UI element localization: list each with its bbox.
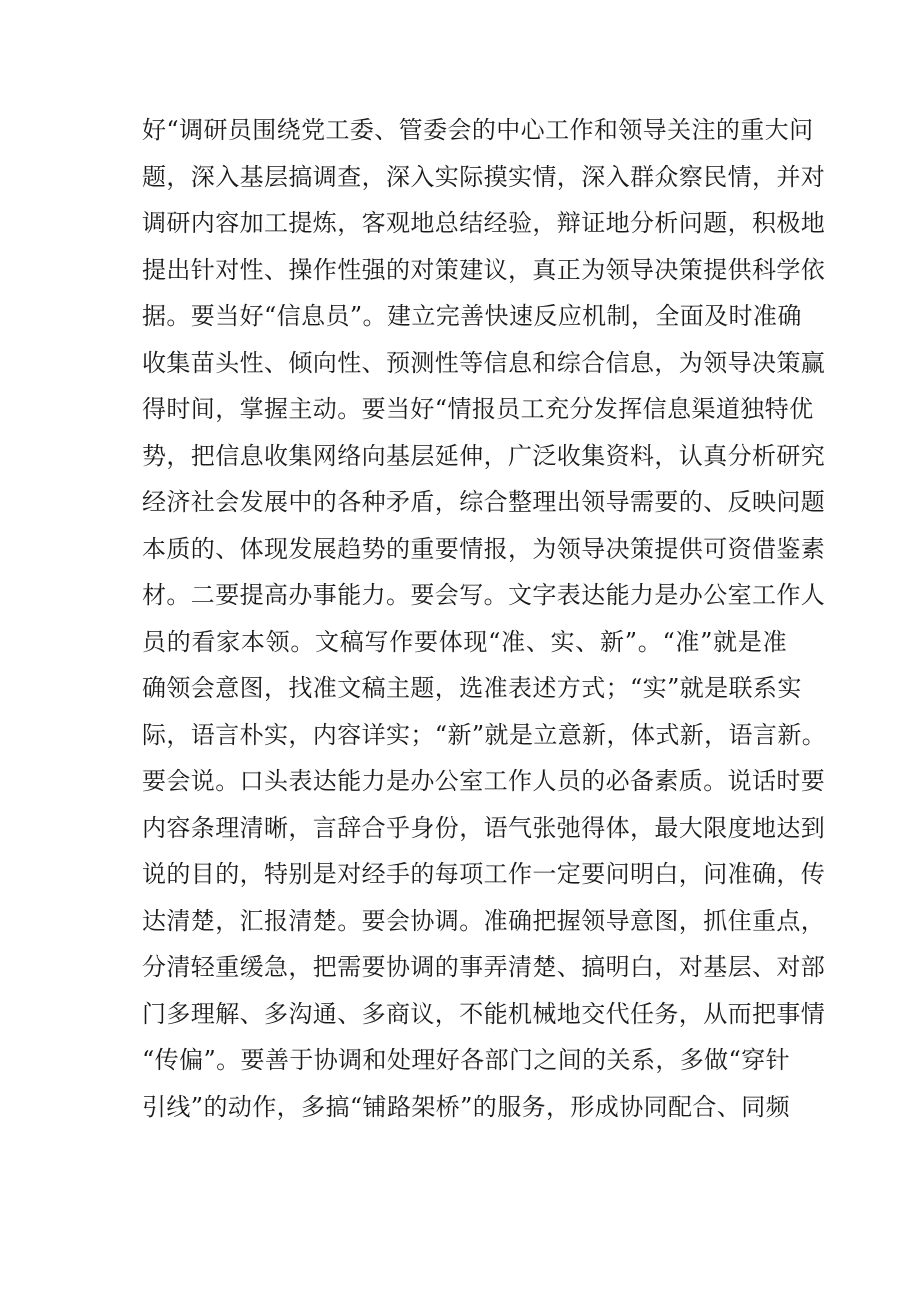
text-line: 内容条理清晰，言辞合乎身份，语气张弛得体，最大限度地达到 [142, 813, 826, 842]
text-line: 提出针对性、操作性强的对策建议，真正为领导决策提供科学依 [142, 255, 826, 284]
body-paragraph [142, 107, 827, 1130]
text-line: 分清轻重缓急，把需要协调的事弄清楚、搞明白，对基层、对部 [142, 953, 826, 981]
text-line: 好“调研员围绕党工委、管委会的中心工作和领导关注的重大问 [142, 116, 814, 144]
text-line: 说的目的，特别是对经手的每项工作一定要问明白，问准确，传 [142, 860, 826, 888]
text-line: 本质的、体现发展趋势的重要情报，为领导决策提供可资借鉴素 [142, 534, 826, 563]
text-line: 际，语言朴实，内容详实；“新”就是立意新，体式新，语言新。 [142, 720, 827, 749]
text-line: 达清楚，汇报清楚。要会协调。准确把握领导意图，抓住重点， [142, 906, 826, 935]
text-line: 调研内容加工提炼，客观地总结经验，辩证地分析问题，积极地 [142, 209, 826, 237]
text-line: 收集苗头性、倾向性、预测性等信息和综合信息，为领导决策赢 [142, 348, 826, 377]
text-line: 材。二要提高办事能力。要会写。文字表达能力是办公室工作人 [142, 581, 826, 609]
text-line: 得时间，掌握主动。要当好“情报员工充分发挥信息渠道独特优 [142, 395, 814, 423]
text-line: 要会说。口头表达能力是办公室工作人员的必备素质。说话时要 [142, 767, 826, 795]
text-line: 据。要当好“信息员”。建立完善快速反应机制，全面及时准确 [142, 302, 802, 330]
text-line: 题，深入基层搞调查，深入实际摸实情，深入群众察民情，并对 [142, 162, 826, 191]
text-line: 引线”的动作，多搞“铺路架桥”的服务，形成协同配合、同频 [142, 1092, 791, 1121]
text-line: 门多理解、多沟通、多商议，不能机械地交代任务，从而把事情 [142, 999, 826, 1028]
text-line: 经济社会发展中的各种矛盾，综合整理出领导需要的、反映问题 [142, 488, 826, 516]
text-line: 势，把信息收集网络向基层延伸，广泛收集资料，认真分析研究 [142, 441, 826, 470]
text-line: 员的看家本领。文稿写作要体现“准、实、新”。“准”就是准 [142, 627, 787, 656]
text-line: “传偏”。要善于协调和处理好各部门之间的关系，多做“穿针 [142, 1046, 791, 1074]
text-line: 确领会意图，找准文稿主题，选准表述方式；“实”就是联系实 [142, 674, 802, 702]
